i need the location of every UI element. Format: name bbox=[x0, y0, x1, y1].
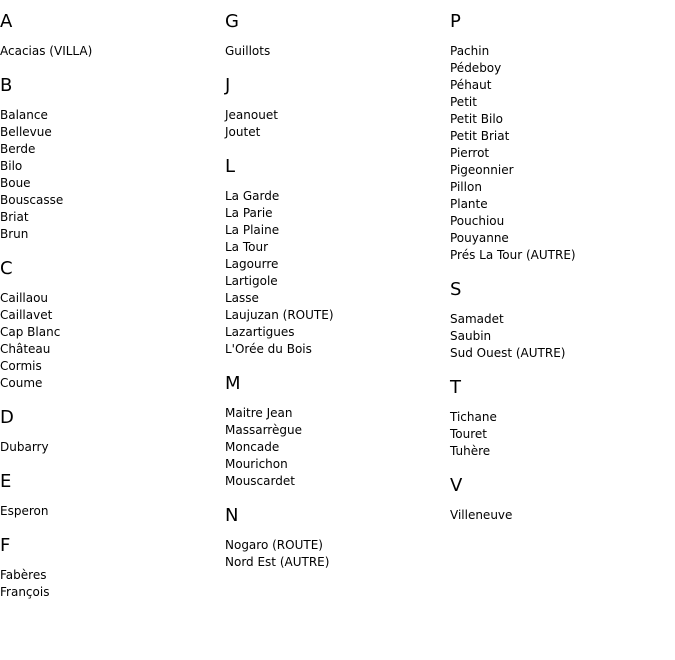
letter-heading: A bbox=[0, 11, 13, 32]
letter-group bbox=[0, 258, 220, 392]
street-link[interactable]: Pigeonnier bbox=[450, 163, 514, 177]
street-link[interactable]: Bouscasse bbox=[0, 193, 64, 207]
letter-group bbox=[0, 11, 220, 60]
letter-group bbox=[450, 377, 670, 460]
street-list bbox=[0, 43, 220, 60]
street-link[interactable]: Pouchiou bbox=[450, 214, 505, 228]
letter-group bbox=[0, 471, 220, 520]
street-link[interactable]: Fabères bbox=[0, 568, 47, 582]
street-link[interactable]: Joutet bbox=[225, 125, 261, 139]
letter-heading: D bbox=[0, 407, 14, 428]
street-list bbox=[225, 43, 445, 60]
letter-heading: V bbox=[450, 475, 463, 496]
street-list bbox=[450, 409, 670, 460]
letter-group bbox=[225, 373, 445, 490]
street-link[interactable]: Acacias (VILLA) bbox=[0, 44, 93, 58]
street-link[interactable]: Guillots bbox=[225, 44, 271, 58]
letter-group bbox=[225, 11, 445, 60]
letter-heading: M bbox=[225, 373, 241, 394]
street-link[interactable]: Boue bbox=[0, 176, 31, 190]
index-column-1 bbox=[0, 11, 220, 616]
street-list bbox=[450, 507, 670, 524]
street-link[interactable]: Saubin bbox=[450, 329, 492, 343]
street-link[interactable]: Bilo bbox=[0, 159, 23, 173]
street-link[interactable]: Nord Est (AUTRE) bbox=[225, 555, 330, 569]
street-list bbox=[225, 188, 445, 358]
street-link[interactable]: Péhaut bbox=[450, 78, 492, 92]
street-link[interactable]: Maitre Jean bbox=[225, 406, 293, 420]
letter-heading: T bbox=[450, 377, 461, 398]
letter-heading: N bbox=[225, 505, 239, 526]
street-link[interactable]: Lartigole bbox=[225, 274, 278, 288]
street-link[interactable]: Brun bbox=[0, 227, 29, 241]
street-list bbox=[450, 311, 670, 362]
letter-group bbox=[0, 535, 220, 601]
street-link[interactable]: Tuhère bbox=[450, 444, 491, 458]
letter-group bbox=[0, 75, 220, 243]
street-link[interactable]: Pillon bbox=[450, 180, 482, 194]
street-link[interactable]: Plante bbox=[450, 197, 488, 211]
street-link[interactable]: Caillaou bbox=[0, 291, 49, 305]
letter-heading: S bbox=[450, 279, 462, 300]
street-link[interactable]: Cormis bbox=[0, 359, 42, 373]
street-link[interactable]: Dubarry bbox=[0, 440, 49, 454]
street-link[interactable]: Laujuzan (ROUTE) bbox=[225, 308, 334, 322]
street-link[interactable]: François bbox=[0, 585, 50, 599]
street-link[interactable]: Bellevue bbox=[0, 125, 52, 139]
street-list bbox=[225, 107, 445, 141]
letter-heading: E bbox=[0, 471, 12, 492]
street-list bbox=[0, 290, 220, 392]
street-list bbox=[0, 503, 220, 520]
street-link[interactable]: Mouscardet bbox=[225, 474, 295, 488]
street-link[interactable]: Coume bbox=[0, 376, 43, 390]
street-link[interactable]: Pachin bbox=[450, 44, 490, 58]
street-link[interactable]: Samadet bbox=[450, 312, 504, 326]
street-link[interactable]: Pédeboy bbox=[450, 61, 502, 75]
street-link[interactable]: Esperon bbox=[0, 504, 49, 518]
letter-heading: F bbox=[0, 535, 11, 556]
street-link[interactable]: Lagourre bbox=[225, 257, 279, 271]
street-list bbox=[225, 537, 445, 571]
street-link[interactable]: Mourichon bbox=[225, 457, 288, 471]
street-link[interactable]: Prés La Tour (AUTRE) bbox=[450, 248, 576, 262]
index-column-3 bbox=[450, 11, 670, 539]
street-list bbox=[0, 107, 220, 243]
street-link[interactable]: Briat bbox=[0, 210, 29, 224]
street-link[interactable]: Villeneuve bbox=[450, 508, 513, 522]
street-list bbox=[225, 405, 445, 490]
letter-heading: G bbox=[225, 11, 239, 32]
street-link[interactable]: Balance bbox=[0, 108, 48, 122]
street-link[interactable]: Pouyanne bbox=[450, 231, 509, 245]
street-link[interactable]: La Parie bbox=[225, 206, 273, 220]
street-list bbox=[450, 43, 670, 264]
street-link[interactable]: La Tour bbox=[225, 240, 269, 254]
street-link[interactable]: Lazartigues bbox=[225, 325, 295, 339]
street-list bbox=[0, 439, 220, 456]
street-link[interactable]: Petit Briat bbox=[450, 129, 510, 143]
letter-group bbox=[450, 475, 670, 524]
street-link[interactable]: Château bbox=[0, 342, 51, 356]
street-link[interactable]: Tichane bbox=[450, 410, 497, 424]
letter-group bbox=[225, 505, 445, 571]
letter-group bbox=[0, 407, 220, 456]
street-list bbox=[0, 567, 220, 601]
letter-group bbox=[225, 156, 445, 358]
letter-heading: C bbox=[0, 258, 13, 279]
street-link[interactable]: Petit bbox=[450, 95, 477, 109]
letter-group bbox=[450, 11, 670, 264]
street-link[interactable]: Sud Ouest (AUTRE) bbox=[450, 346, 566, 360]
street-link[interactable]: Nogaro (ROUTE) bbox=[225, 538, 323, 552]
letter-heading: P bbox=[450, 11, 461, 32]
street-link[interactable]: Touret bbox=[450, 427, 487, 441]
letter-group bbox=[450, 279, 670, 362]
street-link[interactable]: L'Orée du Bois bbox=[225, 342, 312, 356]
street-link[interactable]: Lasse bbox=[225, 291, 259, 305]
street-link[interactable]: Cap Blanc bbox=[0, 325, 61, 339]
street-link[interactable]: Petit Bilo bbox=[450, 112, 503, 126]
street-link[interactable]: Moncade bbox=[225, 440, 280, 454]
street-link[interactable]: La Garde bbox=[225, 189, 280, 203]
letter-heading: B bbox=[0, 75, 13, 96]
street-link[interactable]: La Plaine bbox=[225, 223, 280, 237]
index-column-2 bbox=[225, 11, 445, 586]
letter-group bbox=[225, 75, 445, 141]
letter-heading: L bbox=[225, 156, 236, 177]
street-link[interactable]: Jeanouet bbox=[225, 108, 278, 122]
street-link[interactable]: Massarrègue bbox=[225, 423, 302, 437]
street-link[interactable]: Caillavet bbox=[0, 308, 53, 322]
street-link[interactable]: Pierrot bbox=[450, 146, 490, 160]
letter-heading: J bbox=[225, 75, 231, 96]
street-link[interactable]: Berde bbox=[0, 142, 36, 156]
